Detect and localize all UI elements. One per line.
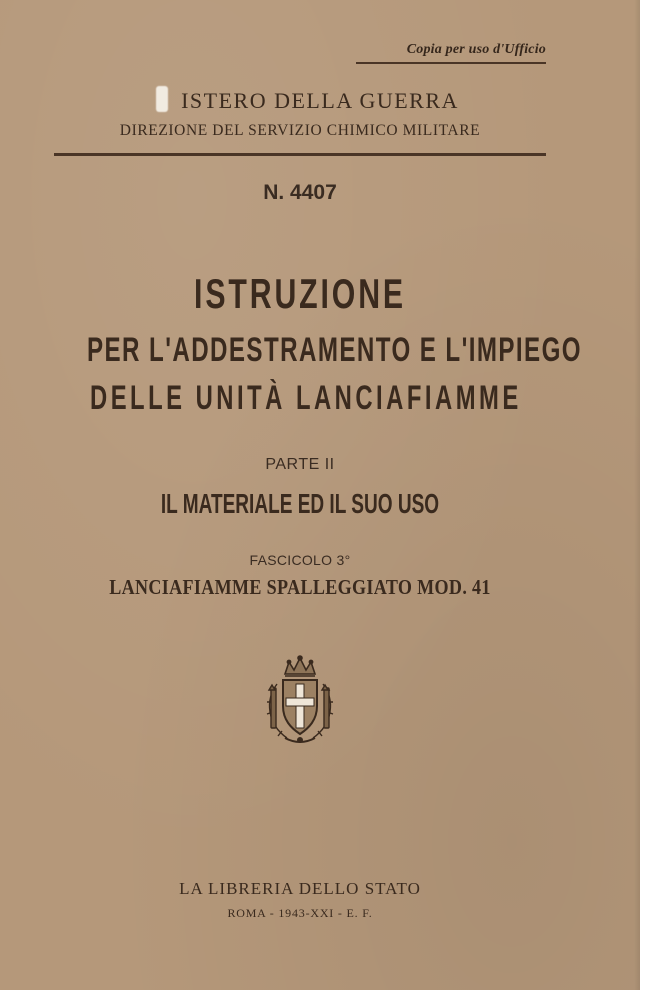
office-copy-note: Copia per uso d'Ufficio <box>406 42 546 57</box>
document-subtitle-line-1: PER L'ADDESTRAMENTO E L'IMPIEGO <box>87 331 582 369</box>
fascicle-label: FASCICOLO 3° <box>249 552 351 568</box>
header-divider <box>54 153 546 156</box>
ministry-heading: ISTERO DELLA GUERRA <box>181 88 459 113</box>
publisher-name: LA LIBRERIA DELLO STATO <box>179 879 421 898</box>
part-label: PARTE II <box>265 456 335 473</box>
fascicle-title: LANCIAFIAMME SPALLEGGIATO MOD. 41 <box>109 575 491 599</box>
office-note-underline <box>356 62 546 64</box>
document-title: ISTRUZIONE <box>194 270 406 317</box>
part-title: IL MATERIALE ED IL SUO USO <box>160 488 440 519</box>
document-number: N. 4407 <box>263 181 337 204</box>
direction-heading: DIREZIONE DEL SERVIZIO CHIMICO MILITARE <box>119 122 481 139</box>
publication-imprint: ROMA - 1943-XXI - E. F. <box>227 906 373 920</box>
savoy-coat-of-arms-icon <box>263 654 337 748</box>
paper-damage-mark <box>156 86 168 112</box>
document-subtitle-line-2: DELLE UNITÀ LANCIAFIAMME <box>90 379 522 417</box>
page-edge-shadow <box>634 0 640 990</box>
